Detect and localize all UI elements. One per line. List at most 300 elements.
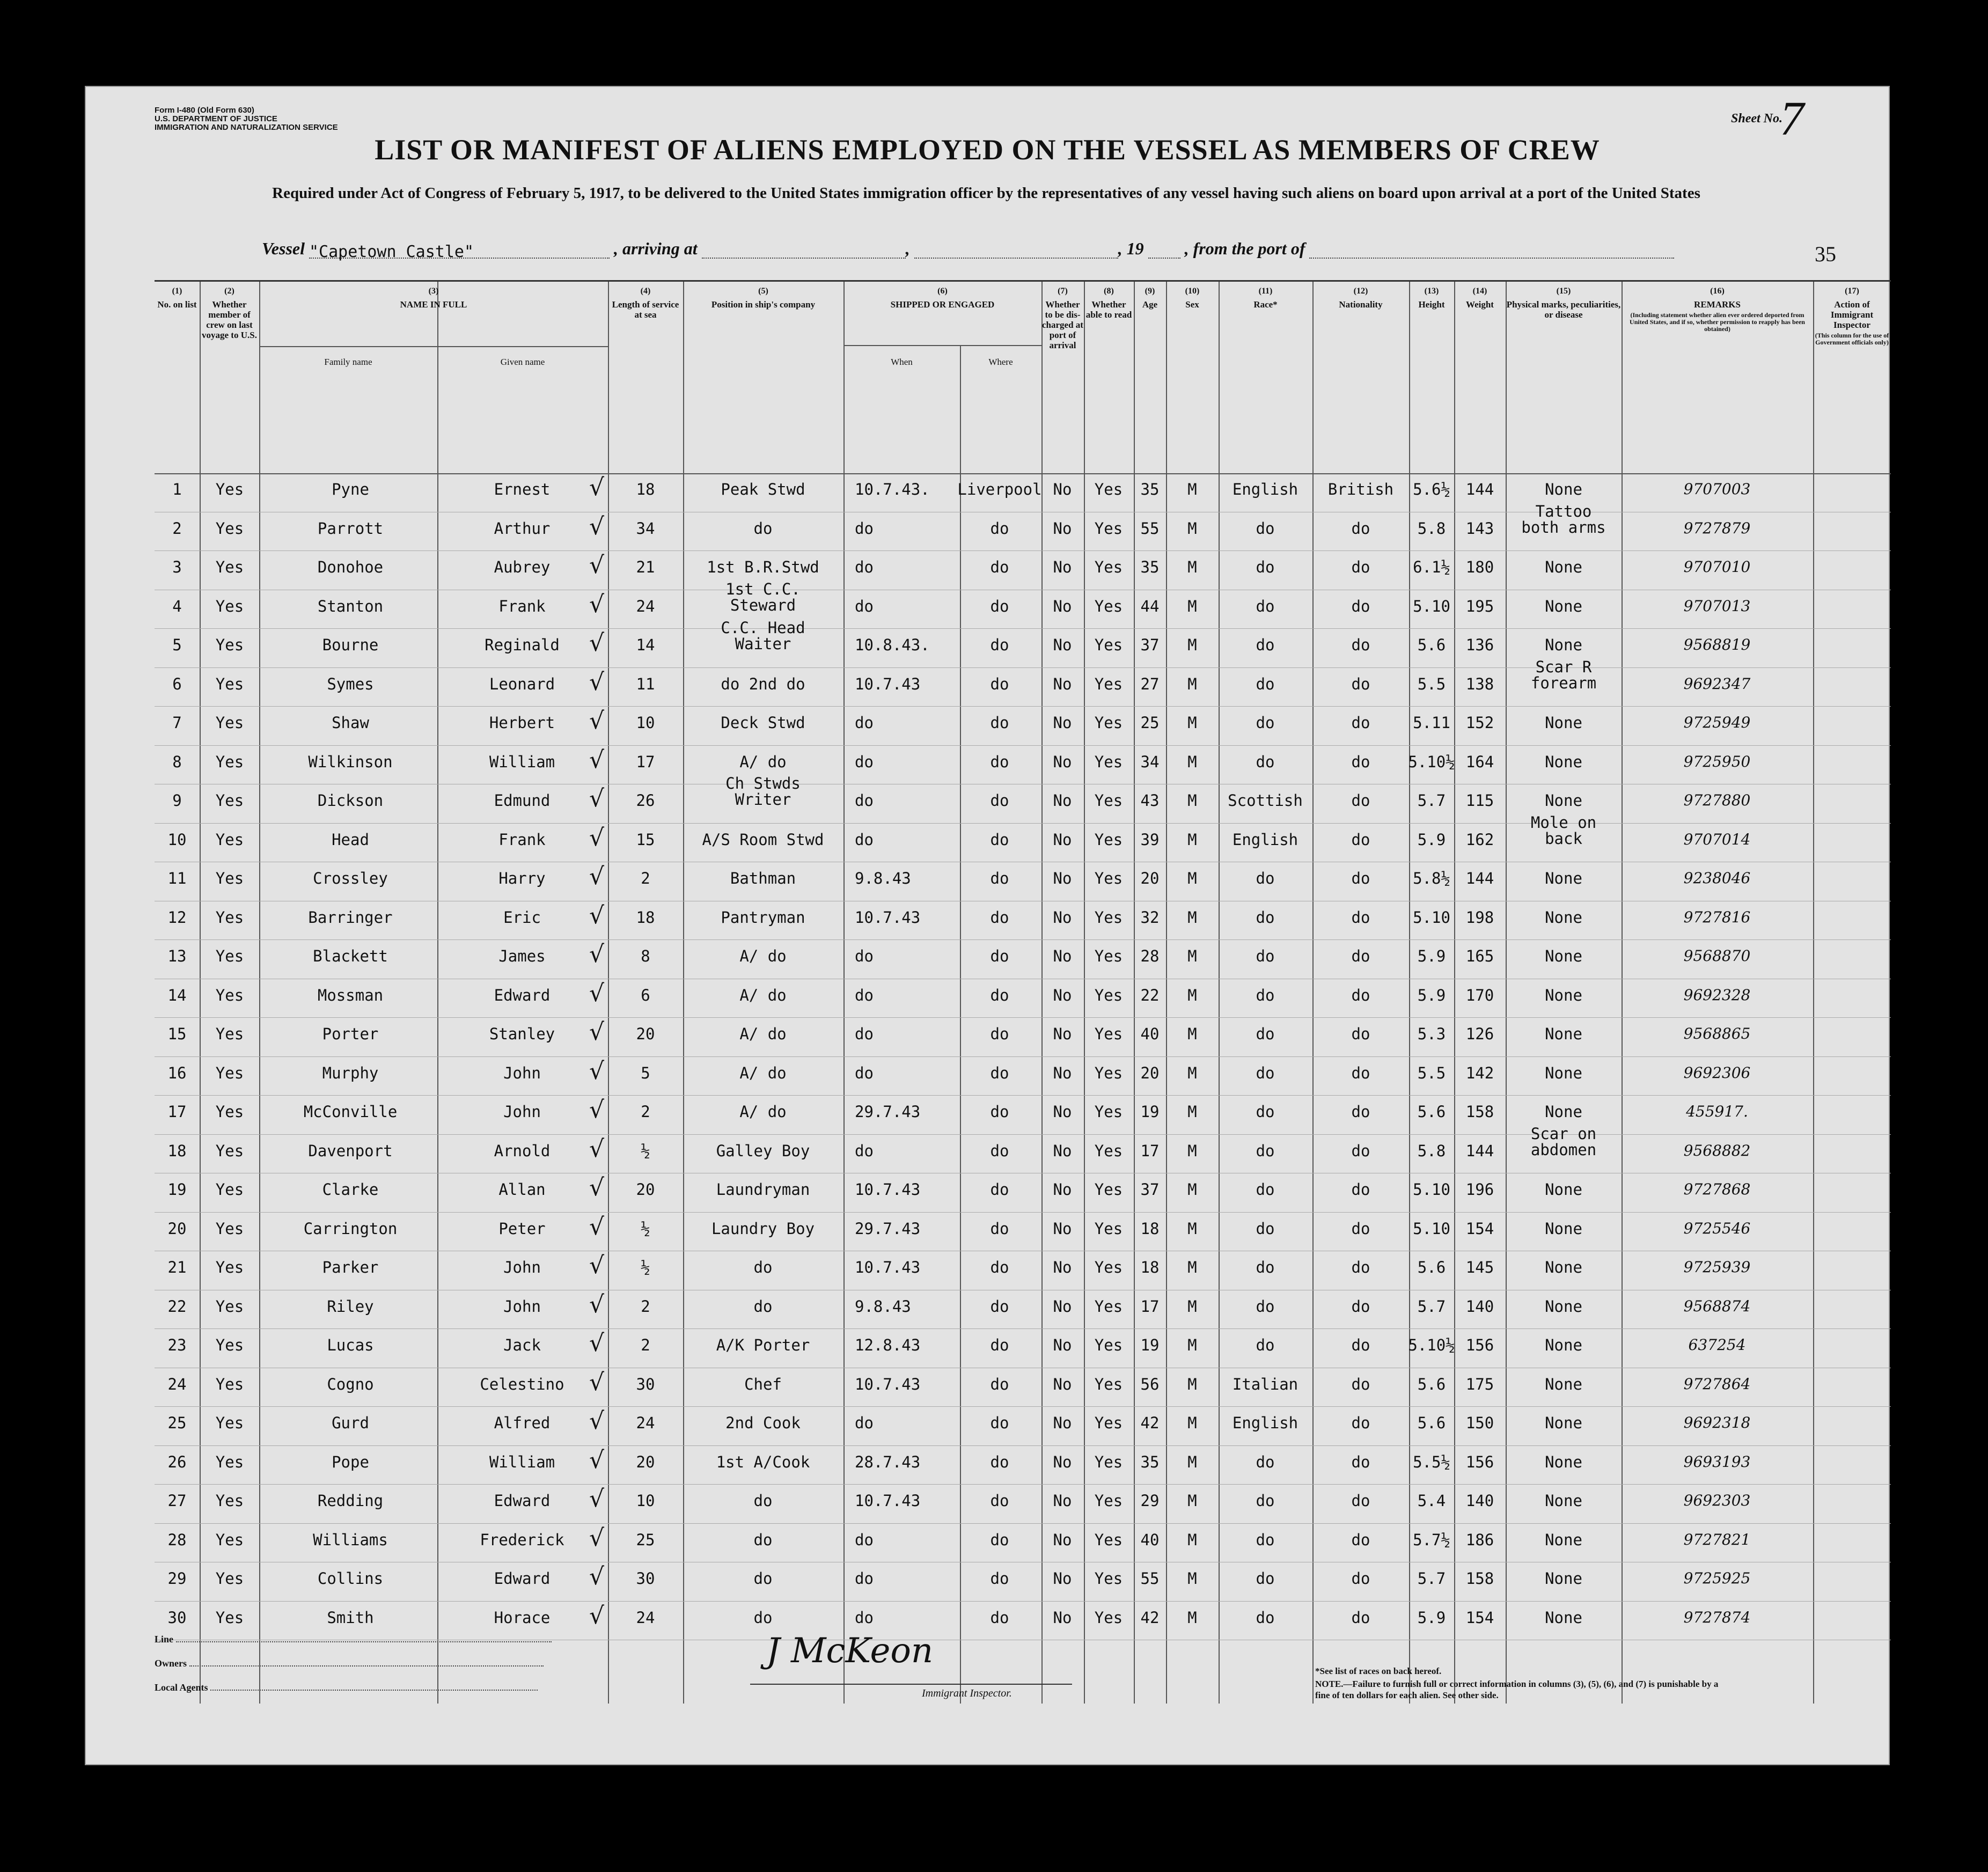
- cell-discharged: No: [1053, 1336, 1072, 1354]
- column-label: Height: [1418, 299, 1445, 310]
- cell-sex: M: [1187, 636, 1197, 654]
- check-mark-icon: √: [589, 474, 605, 501]
- cell-discharged: No: [1053, 1452, 1072, 1471]
- cell-read: Yes: [1094, 1414, 1123, 1432]
- cell-family: Crossley: [313, 869, 388, 887]
- cell-no: 6: [172, 674, 182, 693]
- cell-height: 5.7: [1417, 791, 1446, 810]
- cell-sex: M: [1187, 1103, 1197, 1121]
- cell-when: 10.7.43: [855, 674, 921, 693]
- column-subheader: Family name: [324, 357, 372, 367]
- cell-service: 6: [641, 986, 650, 1004]
- cell-age: 20: [1140, 869, 1160, 887]
- cell-service: ½: [641, 1141, 650, 1160]
- row-divider: [155, 706, 1891, 707]
- cell-where: do: [990, 908, 1009, 927]
- cell-sex: M: [1187, 674, 1197, 693]
- cell-nationality: do: [1351, 1336, 1370, 1354]
- column-label: Nationality: [1339, 299, 1383, 310]
- column-header: [1813, 282, 1891, 386]
- column-header: [608, 282, 683, 386]
- cell-weight: 195: [1465, 597, 1494, 615]
- cell-position: Laundry Boy: [711, 1219, 815, 1238]
- cell-age: 39: [1140, 830, 1160, 849]
- cell-family: Redding: [317, 1492, 384, 1510]
- cell-service: 2: [641, 1103, 650, 1121]
- cell-read: Yes: [1094, 674, 1123, 693]
- cell-no: 2: [172, 519, 182, 538]
- cell-crew: Yes: [215, 908, 244, 927]
- cell-sex: M: [1187, 1530, 1197, 1549]
- cell-service: 2: [641, 1336, 650, 1354]
- year-label: 19: [1126, 239, 1144, 258]
- cell-no: 20: [167, 1219, 187, 1238]
- cell-height: 5.9: [1417, 986, 1446, 1004]
- cell-race: do: [1256, 1025, 1275, 1043]
- cell-family: Parrott: [317, 519, 384, 538]
- cell-height: 5.11: [1413, 714, 1450, 732]
- cell-position: A/S Room Stwd: [702, 830, 824, 849]
- column-note: (This column for the use of Government officials only): [1815, 332, 1889, 346]
- cell-service: ½: [641, 1258, 650, 1276]
- cell-remarks: 9692328: [1683, 986, 1751, 1004]
- row-divider: [155, 1056, 1891, 1057]
- check-mark-icon: √: [589, 1290, 605, 1318]
- cell-service: 20: [636, 1025, 655, 1043]
- cell-family: Bourne: [322, 636, 379, 654]
- cell-age: 29: [1140, 1492, 1160, 1510]
- cell-when: do: [855, 791, 874, 810]
- sheet-number: 7: [1780, 92, 1804, 145]
- cell-crew: Yes: [215, 791, 244, 810]
- cell-height: 5.10: [1413, 908, 1450, 927]
- signature-text: J McKeon: [766, 1631, 934, 1671]
- cell-marks: None: [1545, 597, 1582, 615]
- row-divider: [155, 1484, 1891, 1485]
- cell-age: 19: [1140, 1103, 1160, 1121]
- cell-where: do: [990, 1375, 1009, 1393]
- cell-height: 5.7: [1417, 1569, 1446, 1588]
- cell-race: English: [1232, 480, 1299, 498]
- row-divider: [155, 1212, 1891, 1213]
- check-mark-icon: √: [589, 1096, 605, 1124]
- cell-remarks: 9727868: [1683, 1180, 1751, 1198]
- cell-read: Yes: [1094, 1219, 1123, 1238]
- cell-sex: M: [1187, 908, 1197, 927]
- column-header: [1219, 282, 1312, 386]
- cell-race: do: [1256, 1336, 1275, 1354]
- cell-position: do: [753, 1608, 773, 1627]
- cell-no: 1: [172, 480, 182, 498]
- cell-weight: 126: [1465, 1025, 1494, 1043]
- cell-marks: None: [1545, 1569, 1582, 1588]
- cell-remarks: 9568882: [1683, 1141, 1751, 1159]
- column-label: No. on list: [157, 299, 197, 310]
- cell-discharged: No: [1053, 674, 1072, 693]
- cell-position: A/ do: [739, 1103, 787, 1121]
- cell-race: do: [1256, 1063, 1275, 1082]
- cell-read: Yes: [1094, 947, 1123, 965]
- cell-discharged: No: [1053, 597, 1072, 615]
- check-mark-icon: √: [589, 1018, 605, 1046]
- cell-discharged: No: [1053, 986, 1072, 1004]
- cell-marks: None: [1545, 752, 1582, 771]
- cell-discharged: No: [1053, 1414, 1072, 1432]
- cell-read: Yes: [1094, 1141, 1123, 1160]
- column-number: (14): [1472, 287, 1487, 296]
- column-label: Length of service at sea: [612, 299, 679, 320]
- cell-crew: Yes: [215, 636, 244, 654]
- cell-given: John: [503, 1258, 541, 1276]
- cell-given: Peter: [498, 1219, 546, 1238]
- cell-read: Yes: [1094, 1180, 1123, 1199]
- cell-remarks: 9725925: [1683, 1569, 1751, 1587]
- cell-discharged: No: [1053, 1530, 1072, 1549]
- cell-crew: Yes: [215, 558, 244, 576]
- cell-discharged: No: [1053, 1219, 1072, 1238]
- cell-remarks: 455917.: [1686, 1103, 1748, 1120]
- cell-weight: 144: [1465, 869, 1494, 887]
- cell-weight: 175: [1465, 1375, 1494, 1393]
- cell-given: Horace: [494, 1608, 551, 1627]
- cell-when: 10.7.43.: [855, 480, 930, 498]
- cell-read: Yes: [1094, 791, 1123, 810]
- cell-race: do: [1256, 519, 1275, 538]
- cell-weight: 158: [1465, 1103, 1494, 1121]
- cell-crew: Yes: [215, 1141, 244, 1160]
- cell-crew: Yes: [215, 830, 244, 849]
- cell-crew: Yes: [215, 1414, 244, 1432]
- cell-position: Laundryman: [716, 1180, 810, 1199]
- cell-given: Frank: [498, 597, 546, 615]
- column-header: [1166, 282, 1219, 386]
- cell-weight: 170: [1465, 986, 1494, 1004]
- cell-given: Leonard: [489, 674, 555, 693]
- footer-owners-label: [155, 1658, 544, 1669]
- row-divider: [155, 628, 1891, 629]
- cell-no: 29: [167, 1569, 187, 1588]
- cell-no: 19: [167, 1180, 187, 1199]
- check-mark-icon: √: [589, 1602, 605, 1629]
- cell-marks: None: [1545, 1219, 1582, 1238]
- cell-remarks: 9725546: [1683, 1219, 1751, 1237]
- cell-crew: Yes: [215, 947, 244, 965]
- cell-age: 40: [1140, 1530, 1160, 1549]
- column-header: [683, 282, 843, 386]
- cell-family: Blackett: [313, 947, 388, 965]
- cell-when: do: [855, 986, 874, 1004]
- cell-family: Porter: [322, 1025, 379, 1043]
- cell-no: 30: [167, 1608, 187, 1627]
- column-subheader: Where: [988, 357, 1013, 367]
- column-header: [1312, 282, 1409, 386]
- cell-position: Deck Stwd: [721, 714, 805, 732]
- cell-where: do: [990, 1258, 1009, 1276]
- check-mark-icon: √: [589, 1368, 605, 1396]
- cell-family: Carrington: [303, 1219, 398, 1238]
- cell-marks: None: [1545, 908, 1582, 927]
- cell-read: Yes: [1094, 752, 1123, 771]
- cell-race: do: [1256, 1180, 1275, 1199]
- cell-discharged: No: [1053, 714, 1072, 732]
- cell-race: do: [1256, 947, 1275, 965]
- check-mark-icon: √: [589, 746, 605, 774]
- cell-height: 5.7: [1417, 1297, 1446, 1316]
- cell-remarks: 9725949: [1683, 714, 1751, 731]
- cell-sex: M: [1187, 830, 1197, 849]
- cell-remarks: 9727816: [1683, 908, 1751, 926]
- cell-family: Smith: [327, 1608, 374, 1627]
- cell-crew: Yes: [215, 1452, 244, 1471]
- check-mark-icon: √: [589, 1135, 605, 1163]
- cell-when: 10.7.43: [855, 1492, 921, 1510]
- cell-no: 10: [167, 830, 187, 849]
- cell-height: 5.5½: [1413, 1452, 1450, 1471]
- column-header: [1084, 282, 1134, 386]
- cell-sex: M: [1187, 519, 1197, 538]
- line-label: Line: [155, 1634, 174, 1645]
- cell-marks: None: [1545, 1492, 1582, 1510]
- cell-sex: M: [1187, 1297, 1197, 1316]
- cell-family: Mossman: [317, 986, 384, 1004]
- inspector-line: [750, 1684, 1072, 1685]
- cell-height: 5.9: [1417, 947, 1446, 965]
- column-note: (Including statement whether alien ever ordered deported from United States, and if so, whether permission to reapply has been obtained): [1630, 311, 1805, 333]
- cell-discharged: No: [1053, 1297, 1072, 1316]
- check-mark-icon: √: [589, 1524, 605, 1552]
- cell-discharged: No: [1053, 752, 1072, 771]
- cell-height: 5.6: [1417, 1103, 1446, 1121]
- check-mark-icon: √: [589, 1213, 605, 1240]
- cell-position: A/ do: [739, 947, 787, 965]
- cell-where: do: [990, 947, 1009, 965]
- column-number: (7): [1058, 287, 1068, 296]
- column-divider: [843, 282, 845, 1704]
- column-header: [1134, 282, 1166, 386]
- check-mark-icon: √: [589, 590, 605, 618]
- cell-service: 34: [636, 519, 655, 538]
- cell-no: 3: [172, 558, 182, 576]
- check-mark-icon: √: [589, 824, 605, 851]
- cell-marks: None: [1545, 1608, 1582, 1627]
- cell-where: do: [990, 1530, 1009, 1549]
- cell-no: 12: [167, 908, 187, 927]
- cell-read: Yes: [1094, 1103, 1123, 1121]
- cell-family: Cogno: [327, 1375, 374, 1393]
- cell-when: do: [855, 1414, 874, 1432]
- cell-race: do: [1256, 674, 1275, 693]
- cell-age: 40: [1140, 1025, 1160, 1043]
- cell-discharged: No: [1053, 558, 1072, 576]
- cell-remarks: 9692318: [1683, 1414, 1751, 1431]
- cell-sex: M: [1187, 1492, 1197, 1510]
- cell-marks: Mole on back: [1530, 813, 1597, 848]
- cell-weight: 150: [1465, 1414, 1494, 1432]
- cell-nationality: do: [1351, 869, 1370, 887]
- column-number: (16): [1710, 287, 1725, 296]
- row-divider: [155, 667, 1891, 668]
- cell-when: 10.7.43: [855, 908, 921, 927]
- column-label: Action of Immigrant Inspector: [1830, 299, 1874, 330]
- cell-marks: Tattoo both arms: [1521, 502, 1606, 537]
- cell-when: 10.8.43.: [855, 636, 930, 654]
- crew-table: [155, 280, 1891, 1704]
- cell-race: English: [1232, 830, 1299, 849]
- cell-crew: Yes: [215, 1492, 244, 1510]
- row-divider: [155, 1445, 1891, 1446]
- subheader-divider: [843, 345, 1041, 346]
- cell-where: do: [990, 830, 1009, 849]
- cell-height: 5.10½: [1408, 1336, 1455, 1354]
- cell-marks: Scar R forearm: [1530, 657, 1597, 692]
- cell-nationality: do: [1351, 1452, 1370, 1471]
- cell-read: Yes: [1094, 1569, 1123, 1588]
- column-number: (13): [1424, 287, 1439, 296]
- cell-no: 7: [172, 714, 182, 732]
- cell-given: Aubrey: [494, 558, 551, 576]
- fine-note: NOTE.—Failure to furnish full or correct information in columns (3), (5), (6), and (7) is punishable by a fine of ten dollars for each alien. See other side.: [1315, 1679, 1719, 1700]
- cell-read: Yes: [1094, 714, 1123, 732]
- cell-height: 5.8: [1417, 1141, 1446, 1160]
- cell-service: 11: [636, 674, 655, 693]
- cell-service: 15: [636, 830, 655, 849]
- cell-service: 24: [636, 597, 655, 615]
- owners-label: Owners: [155, 1658, 187, 1669]
- check-mark-icon: √: [589, 1252, 605, 1279]
- cell-crew: Yes: [215, 1180, 244, 1199]
- cell-crew: Yes: [215, 1063, 244, 1082]
- cell-when: do: [855, 1608, 874, 1627]
- cell-race: do: [1256, 908, 1275, 927]
- cell-age: 37: [1140, 1180, 1160, 1199]
- cell-sex: M: [1187, 869, 1197, 887]
- cell-where: do: [990, 1297, 1009, 1316]
- cell-weight: 145: [1465, 1258, 1494, 1276]
- column-number: (6): [937, 287, 948, 296]
- cell-discharged: No: [1053, 1180, 1072, 1199]
- cell-no: 28: [167, 1530, 187, 1549]
- cell-sex: M: [1187, 1025, 1197, 1043]
- cell-remarks: 9568819: [1683, 636, 1751, 654]
- cell-where: do: [990, 1608, 1009, 1627]
- cell-race: do: [1256, 986, 1275, 1004]
- cell-read: Yes: [1094, 1025, 1123, 1043]
- cell-given: Reginald: [485, 636, 560, 654]
- cell-crew: Yes: [215, 674, 244, 693]
- cell-height: 5.10: [1413, 1219, 1450, 1238]
- cell-discharged: No: [1053, 1025, 1072, 1043]
- cell-read: Yes: [1094, 1297, 1123, 1316]
- column-number: (10): [1185, 287, 1200, 296]
- cell-when: do: [855, 558, 874, 576]
- cell-service: ½: [641, 1219, 650, 1238]
- cell-nationality: do: [1351, 908, 1370, 927]
- cell-read: Yes: [1094, 1336, 1123, 1354]
- cell-discharged: No: [1053, 830, 1072, 849]
- cell-position: Ch Stwds Writer: [725, 774, 801, 809]
- cell-no: 23: [167, 1336, 187, 1354]
- cell-marks: None: [1545, 1258, 1582, 1276]
- cell-nationality: do: [1351, 1375, 1370, 1393]
- cell-marks: None: [1545, 1336, 1582, 1354]
- column-number: (11): [1258, 287, 1273, 296]
- check-mark-icon: √: [589, 1174, 605, 1201]
- cell-service: 2: [641, 1297, 650, 1316]
- cell-weight: 158: [1465, 1569, 1494, 1588]
- cell-position: Galley Boy: [716, 1141, 810, 1160]
- cell-age: 35: [1140, 480, 1160, 498]
- cell-discharged: No: [1053, 1492, 1072, 1510]
- cell-remarks: 9707003: [1683, 480, 1751, 498]
- cell-nationality: do: [1351, 714, 1370, 732]
- cell-weight: 180: [1465, 558, 1494, 576]
- cell-service: 30: [636, 1569, 655, 1588]
- column-subheader: Given name: [500, 357, 545, 367]
- cell-race: Italian: [1232, 1375, 1299, 1393]
- column-number: (15): [1556, 287, 1571, 296]
- cell-weight: 144: [1465, 480, 1494, 498]
- cell-crew: Yes: [215, 986, 244, 1004]
- cell-weight: 142: [1465, 1063, 1494, 1082]
- cell-nationality: do: [1351, 1219, 1370, 1238]
- row-divider: [155, 745, 1891, 746]
- cell-sex: M: [1187, 1608, 1197, 1627]
- column-number: (2): [224, 287, 234, 296]
- cell-family: Donohoe: [317, 558, 384, 576]
- cell-weight: 115: [1465, 791, 1494, 810]
- cell-marks: None: [1545, 480, 1582, 498]
- cell-discharged: No: [1053, 636, 1072, 654]
- cell-read: Yes: [1094, 1608, 1123, 1627]
- cell-age: 35: [1140, 1452, 1160, 1471]
- cell-family: Pope: [332, 1452, 369, 1471]
- cell-sex: M: [1187, 1141, 1197, 1160]
- cell-age: 32: [1140, 908, 1160, 927]
- cell-race: do: [1256, 1569, 1275, 1588]
- cell-marks: None: [1545, 636, 1582, 654]
- cell-remarks: 9693193: [1683, 1452, 1751, 1471]
- cell-weight: 143: [1465, 519, 1494, 538]
- cell-read: Yes: [1094, 480, 1123, 498]
- cell-sex: M: [1187, 1180, 1197, 1199]
- cell-service: 30: [636, 1375, 655, 1393]
- column-header: [155, 282, 200, 386]
- cell-marks: None: [1545, 1530, 1582, 1549]
- cell-discharged: No: [1053, 947, 1072, 965]
- cell-read: Yes: [1094, 1452, 1123, 1471]
- cell-age: 34: [1140, 752, 1160, 771]
- cell-service: 25: [636, 1530, 655, 1549]
- cell-remarks: 9707010: [1683, 558, 1751, 576]
- cell-marks: None: [1545, 558, 1582, 576]
- cell-given: Edward: [494, 986, 551, 1004]
- check-mark-icon: √: [589, 552, 605, 579]
- cell-when: 9.8.43: [855, 869, 911, 887]
- cell-weight: 156: [1465, 1336, 1494, 1354]
- check-mark-icon: √: [589, 863, 605, 890]
- cell-read: Yes: [1094, 830, 1123, 849]
- cell-marks: None: [1545, 1297, 1582, 1316]
- cell-sex: M: [1187, 1336, 1197, 1354]
- cell-sex: M: [1187, 1258, 1197, 1276]
- column-label: Physical marks, peculiarities, or disease: [1506, 299, 1621, 320]
- cell-position: A/K Porter: [716, 1336, 810, 1354]
- cell-nationality: do: [1351, 947, 1370, 965]
- cell-age: 18: [1140, 1219, 1160, 1238]
- cell-position: Bathman: [730, 869, 796, 887]
- check-mark-icon: √: [589, 1446, 605, 1474]
- column-number: (12): [1353, 287, 1368, 296]
